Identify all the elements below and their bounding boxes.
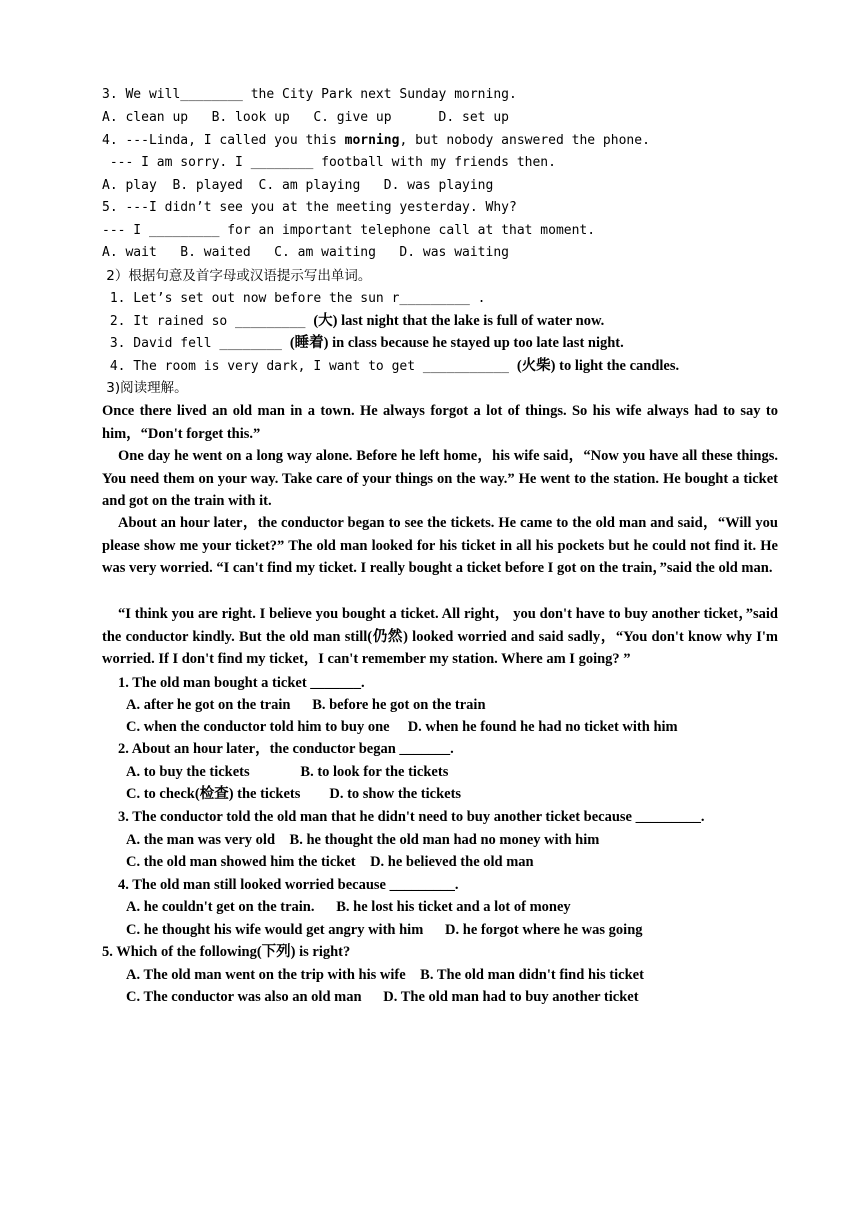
reading-q3-options-ab: A. the man was very old B. he thought the old man had no money with him [126,832,600,848]
reading-q1-options-ab: A. after he got on the train B. before he got on the train [126,697,486,713]
q4-question [102,130,650,152]
reading-q2: 2. About an hour later，the conductor began _______. [118,741,454,757]
q4-question-a: 4. ---Linda, I called you this [102,133,345,148]
q5-reply: --- I _________ for an important telephone call at that moment. [102,223,596,238]
fill-item-3-hint: (睡着) in class because he stayed up too late last night. [289,335,624,351]
reading-q5: 5. Which of the following(下列) is right? [102,944,351,960]
reading-q4-options-cd: C. he thought his wife would get angry with him D. he forgot where he was going [126,922,643,938]
q4-question-bold: morning [344,133,400,148]
q4-reply: --- I am sorry. I ________ football with my friends then. [102,155,556,170]
section3-heading: 3)阅读理解。 [102,380,188,396]
q5-options: A. wait B. waited C. am waiting D. was waiting [102,245,509,260]
reading-q1-options-cd: C. when the conductor told him to buy one D. when he found he had no ticket with him [126,719,678,735]
reading-q2-options-ab: A. to buy the tickets B. to look for the tickets [126,764,449,780]
reading-q5-options-cd: C. The conductor was also an old man D. The old man had to buy another ticket [126,989,639,1005]
fill-item-1-text: 1. Let’s set out now before the sun r_________ . [102,291,486,306]
fill-item-2 [102,310,604,332]
q4-options: A. play B. played C. am playing D. was playing [102,178,494,193]
q3-options: A. clean up B. look up C. give up D. set up [102,110,509,125]
reading-q5-options-ab: A. The old man went on the trip with his wife B. The old man didn't find his ticket [126,967,644,983]
q4-question-c: , but nobody answered the phone. [399,133,650,148]
section2-heading: 2）根据句意及首字母或汉语提示写出单词。 [102,268,372,284]
reading-q1: 1. The old man bought a ticket _______. [118,675,365,691]
reading-q3-options-cd: C. the old man showed him the ticket D. he believed the old man [126,854,534,870]
reading-q4-options-ab: A. he couldn't get on the train. B. he lost his ticket and a lot of money [126,899,571,915]
passage-paragraph-3: About an hour later，the conductor began to see the tickets. He came to the old man and said，“Will you please show me your ticket?” The old man looked for his ticket in all his pockets but he could not find it. He was very worried. “I can't find my ticket. I really bought a ticket before I got on the train，”said the old man. [102,515,778,576]
passage-paragraph-2: One day he went on a long way alone. Before he left home，his wife said，“Now you have all these things. You need them on your way. Take care of your things on the way.” He went to the station. He bought a ticket and got on the train with it. [102,448,778,509]
fill-item-4-text: 4. The room is very dark, I want to get ___________ [102,359,517,374]
fill-item-2-hint: (大) last night that the lake is full of water now. [313,313,605,329]
fill-item-3 [102,332,624,354]
passage-paragraph-4: “I think you are right. I believe you bought a ticket. All right， you don't have to buy another ticket，”said the conductor kindly. But the old man still(仍然) looked worried and said sadly，“You don't know why I'm worried. If I don't find my ticket，I can't remember my station. Where am I going? ” [102,606,778,667]
passage-paragraph-1: Once there lived an old man in a town. He always forgot a lot of things. So his wife always had to say to him，“Don't forget this.” [102,403,778,442]
reading-q4: 4. The old man still looked worried because _________. [118,877,459,893]
q5-question: 5. ---I didn’t see you at the meeting yesterday. Why? [102,200,517,215]
q3-question: 3. We will________ the City Park next Sunday morning. [102,87,517,102]
reading-q2-options-cd: C. to check(检查) the tickets D. to show the tickets [126,786,462,802]
fill-item-1 [102,287,486,309]
fill-item-3-text: 3. David fell ________ [102,336,290,351]
fill-item-2-text: 2. It rained so _________ [102,314,314,329]
reading-q3: 3. The conductor told the old man that he didn't need to buy another ticket because _________. [118,809,705,825]
fill-item-4-hint: (火柴) to light the candles. [516,358,680,374]
fill-item-4 [102,355,679,377]
